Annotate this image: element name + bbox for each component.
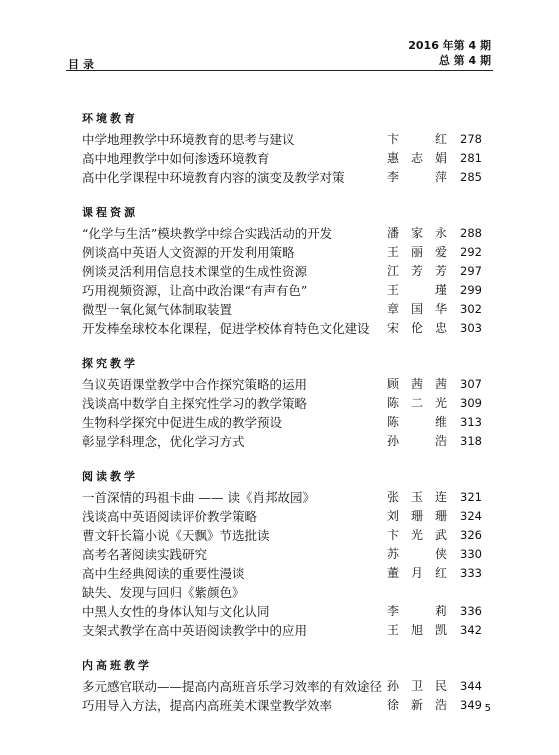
entry-title: 彰显学科理念，优化学习方式 [82, 434, 245, 449]
entry-author: 李莉 [387, 604, 447, 618]
table-of-contents [82, 110, 482, 732]
entry-page-number: 297 [460, 264, 482, 278]
issue-info [408, 38, 491, 68]
total-issue-line: 总 第 4 期 [438, 54, 491, 67]
toc-entry [82, 130, 482, 149]
toc-section [82, 657, 482, 715]
toc-entry [82, 168, 482, 187]
toc-entry [82, 564, 482, 583]
entry-page-number: 324 [460, 509, 482, 523]
entry-author: 孙卫民 [387, 679, 447, 693]
entry-author: 刘珊珊 [387, 509, 447, 523]
entry-title: 开发棒垒球校本化课程，促进学校体育特色文化建设 [82, 321, 370, 336]
entry-author: 张玉连 [387, 490, 447, 504]
entry-title: 巧用视频资源，让高中政治课“有声有色” [82, 283, 308, 298]
entry-author: 李萍 [387, 170, 447, 184]
entry-author: 卞光武 [387, 528, 447, 542]
entry-author: 顾茜茜 [387, 377, 447, 391]
entry-author: 江芳芳 [387, 264, 447, 278]
toc-entry [82, 526, 482, 545]
entry-author: 孙浩 [387, 434, 447, 448]
entry-title: 浅谈高中数学自主探究性学习的教学策略 [82, 396, 308, 411]
entry-page-number: 342 [460, 623, 482, 637]
entry-page-number: 318 [460, 434, 482, 448]
entry-title: 高中地理教学中如何渗透环境教育 [82, 151, 270, 166]
entry-author: 王瑾 [387, 283, 447, 297]
entry-title: 曹文轩长篇小说《天飘》节选批读 [82, 528, 270, 543]
toc-entry [82, 394, 482, 413]
entry-title: 刍议英语课堂教学中合作探究策略的运用 [82, 377, 308, 392]
toc-entry [82, 243, 482, 262]
toc-entry [82, 300, 482, 319]
entry-page-number: 278 [460, 132, 482, 146]
entry-title: 多元感官联动——提高内高班音乐学习效率的有效途径 [82, 679, 383, 694]
toc-entry [82, 488, 482, 507]
section-title: 课程资源 [82, 206, 138, 219]
entry-page-number: 307 [460, 377, 482, 391]
toc-entry [82, 621, 482, 640]
entry-author: 潘家永 [387, 226, 447, 240]
entry-page-number: 326 [460, 528, 482, 542]
entry-author: 陈维 [387, 415, 447, 429]
entry-author: 王旭凯 [387, 623, 447, 637]
section-title: 环境教育 [82, 112, 138, 125]
section-title: 阅读教学 [82, 470, 138, 483]
entry-page-number: 336 [460, 604, 482, 618]
entry-page-number: 285 [460, 170, 482, 184]
toc-entry [82, 677, 482, 696]
entry-title: 支架式教学在高中英语阅读教学中的应用 [82, 623, 308, 638]
entry-author: 卞红 [387, 132, 447, 146]
toc-entry [82, 224, 482, 243]
toc-entry [82, 149, 482, 168]
entry-page-number: 309 [460, 396, 482, 410]
entry-page-number: 299 [460, 283, 482, 297]
section-title: 探究教学 [82, 357, 138, 370]
entry-title: 中黑人女性的身体认知与文化认同 [82, 604, 270, 619]
entry-title: 缺失、发现与回归《紫颜色》 [82, 585, 245, 600]
entry-title: 例谈高中英语人文资源的开发利用策略 [82, 245, 295, 260]
toc-entry [82, 602, 482, 621]
toc-entry [82, 432, 482, 451]
entry-title: 生物科学探究中促进生成的教学预设 [82, 415, 283, 430]
toc-entry [82, 319, 482, 338]
entry-author: 苏侠 [387, 547, 447, 561]
entry-author: 陈二光 [387, 396, 447, 410]
entry-page-number: 321 [460, 490, 482, 504]
entry-title: 中学地理教学中环境教育的思考与建议 [82, 132, 295, 147]
toc-section [82, 110, 482, 187]
entry-author: 王丽爱 [387, 245, 447, 259]
toc-entry [82, 281, 482, 300]
entry-page-number: 281 [460, 151, 482, 165]
issue-line: 2016 年第 4 期 [408, 39, 491, 52]
toc-entry [82, 413, 482, 432]
entry-title: 一首深情的玛祖卡曲 —— 读《肖邦故园》 [82, 490, 315, 505]
entry-title: 高中生经典阅读的重要性漫谈 [82, 566, 245, 581]
entry-page-number: 330 [460, 547, 482, 561]
entry-author: 惠志娟 [387, 151, 447, 165]
entry-page-number: 292 [460, 245, 482, 259]
entry-page-number: 302 [460, 302, 482, 316]
header-rule [66, 70, 493, 71]
entry-author: 章国华 [387, 302, 447, 316]
toc-entry [82, 583, 482, 602]
toc-entry [82, 545, 482, 564]
toc-entry [82, 375, 482, 394]
entry-title: 微型一氧化氮气体制取装置 [82, 302, 233, 317]
toc-entry [82, 507, 482, 526]
entry-author: 董月红 [387, 566, 447, 580]
section-title: 内高班教学 [82, 659, 152, 672]
entry-page-number: 333 [460, 566, 482, 580]
entry-author: 徐新浩 [387, 698, 447, 712]
entry-page-number: 349 [460, 698, 482, 712]
entry-page-number: 288 [460, 226, 482, 240]
toc-entry [82, 262, 482, 281]
entry-title: 浅谈高中英语阅读评价教学策略 [82, 509, 258, 524]
entry-author: 宋伦忠 [387, 321, 447, 335]
page-number: 5 [484, 703, 491, 714]
toc-section [82, 468, 482, 640]
toc-section [82, 355, 482, 451]
entry-page-number: 313 [460, 415, 482, 429]
toc-entry [82, 696, 482, 715]
entry-title: 高中化学课程中环境教育内容的演变及教学对策 [82, 170, 345, 185]
entry-title: 例谈灵活利用信息技术课堂的生成性资源 [82, 264, 308, 279]
entry-title: 巧用导入方法，提高内高班美术课堂教学效率 [82, 698, 333, 713]
toc-header-label: 目录 [68, 58, 98, 71]
entry-title: “化学与生活”模块教学中综合实践活动的开发 [82, 226, 333, 241]
toc-section [82, 204, 482, 338]
entry-page-number: 303 [460, 321, 482, 335]
entry-page-number: 344 [460, 679, 482, 693]
entry-title: 高考名著阅读实践研究 [82, 547, 208, 562]
